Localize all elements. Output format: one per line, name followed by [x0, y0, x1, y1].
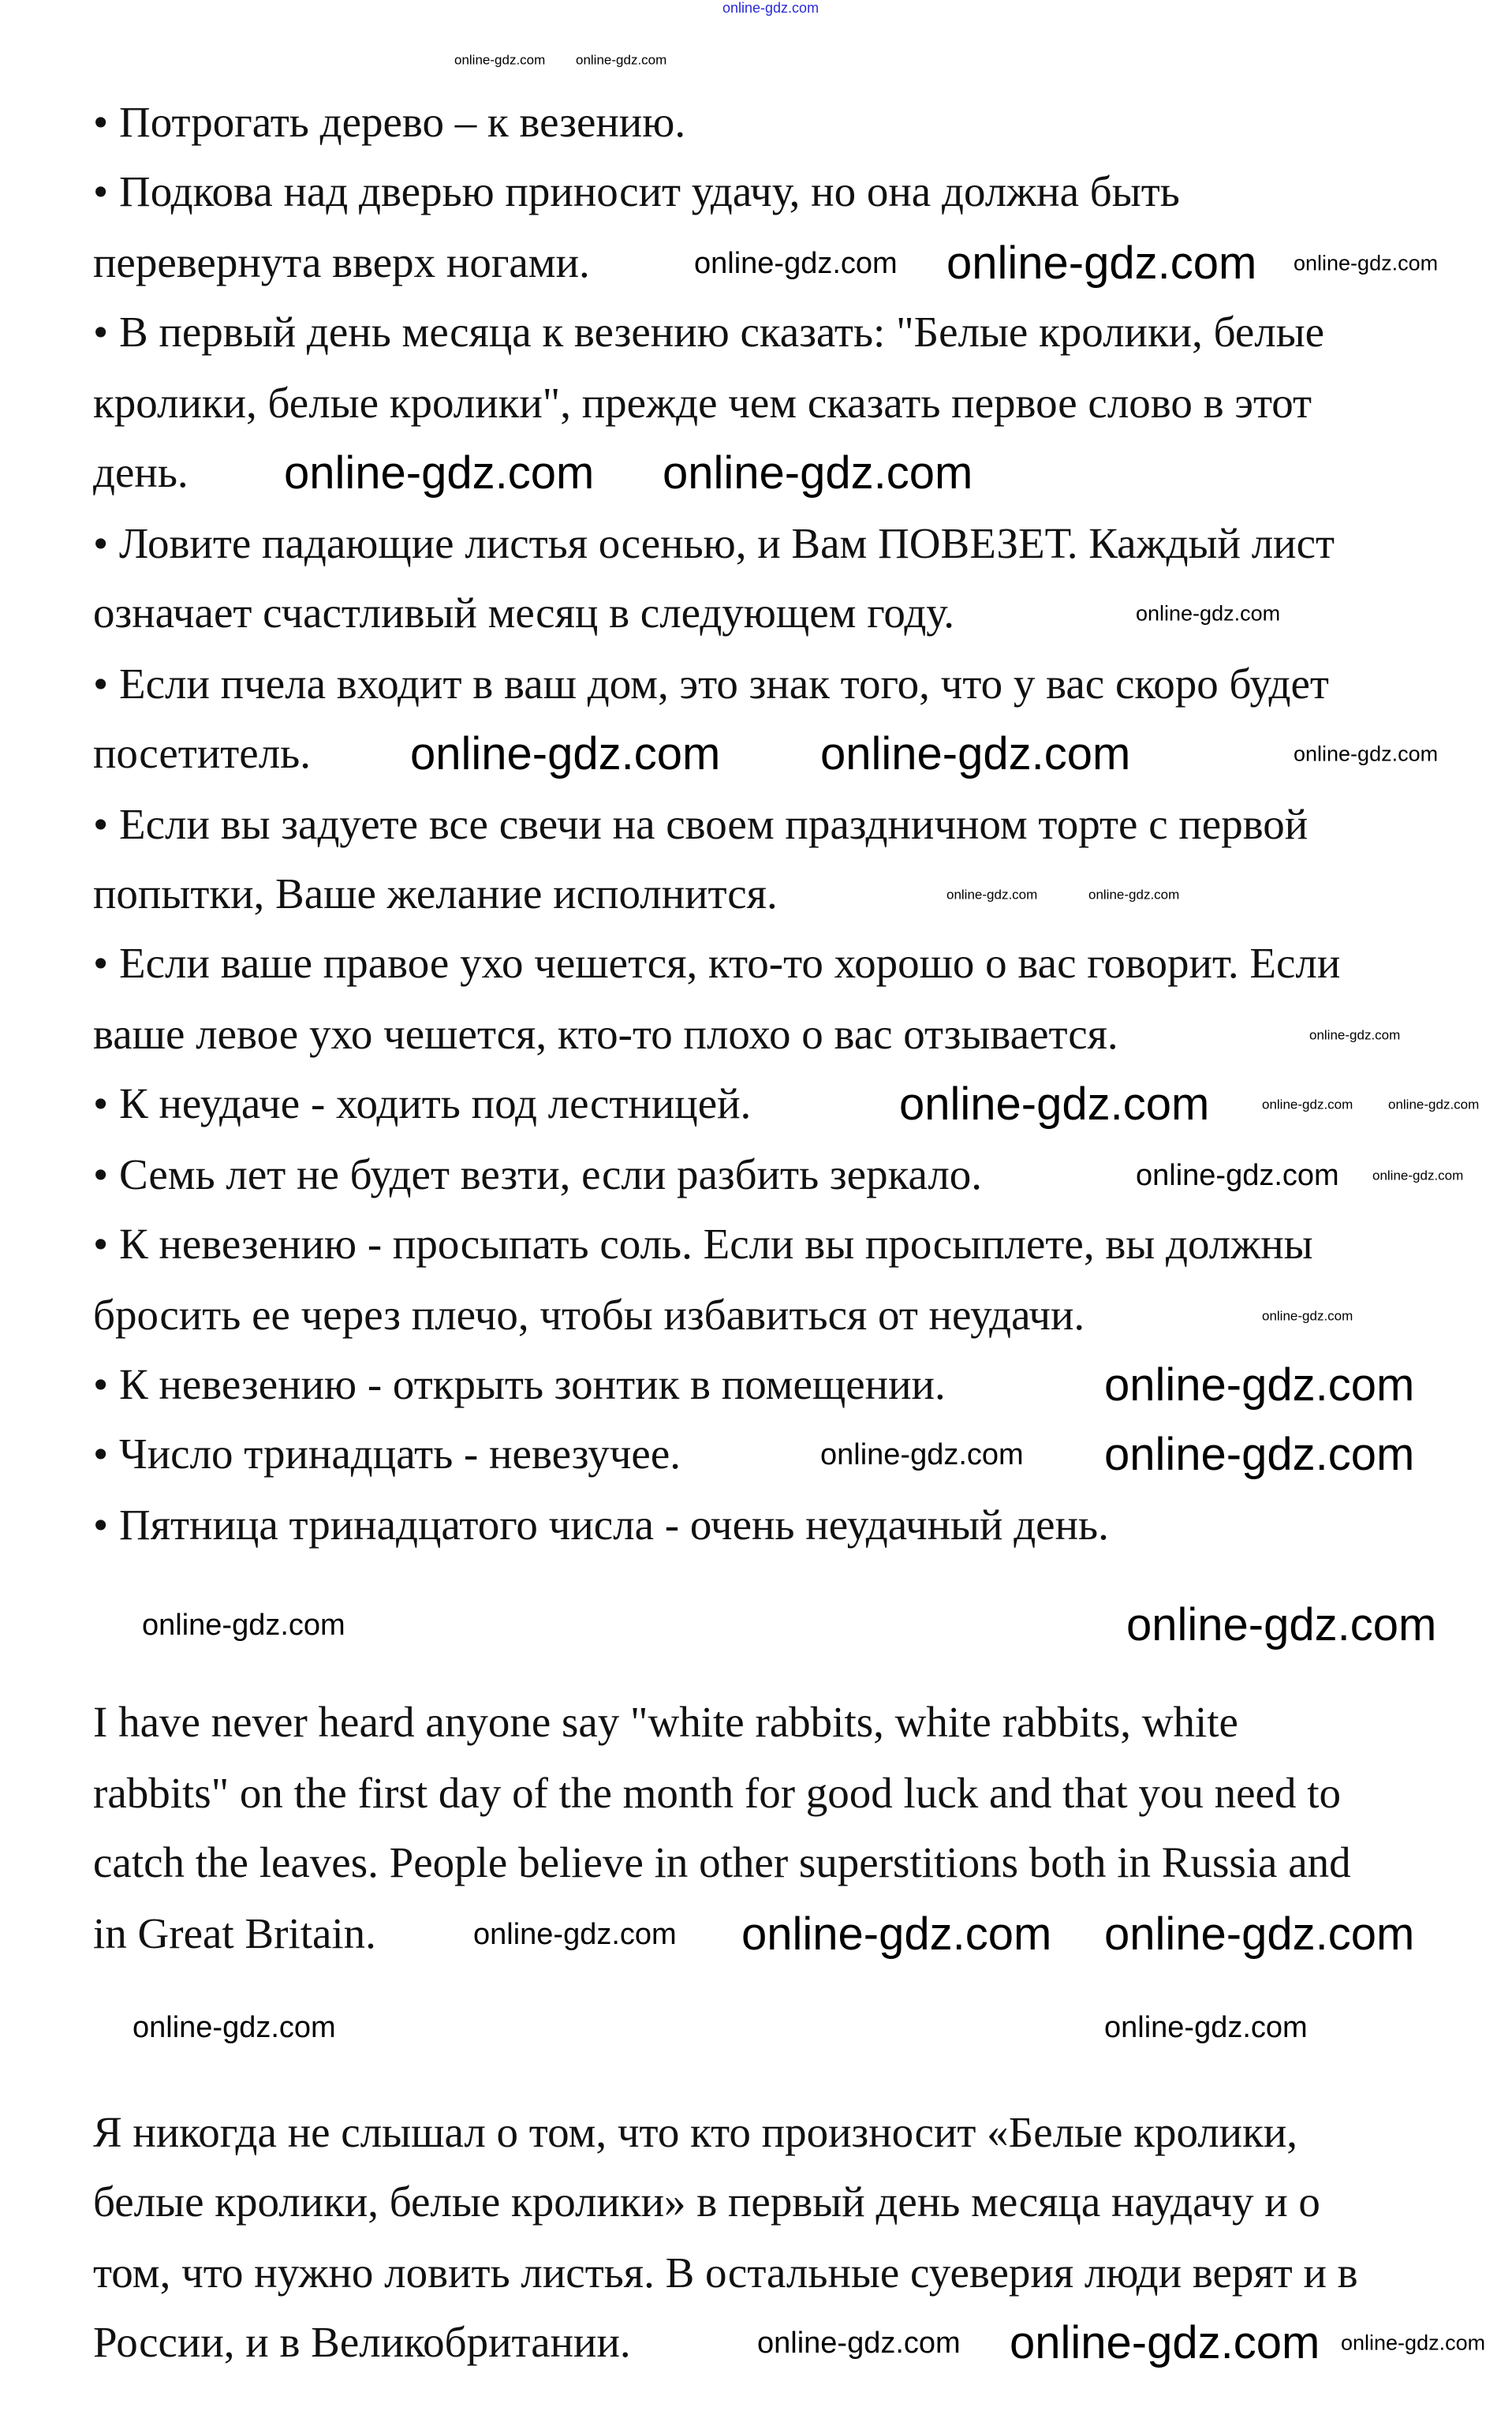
superstition-list-line: • К неудаче - ходить под лестницей.: [93, 1079, 752, 1127]
watermark: online-gdz.com: [142, 1609, 345, 1642]
watermark: online-gdz.com: [473, 1918, 677, 1951]
watermark: online-gdz.com: [1104, 1429, 1415, 1480]
watermark: online-gdz.com: [284, 447, 595, 499]
russian-paragraph-line: Я никогда не слышал о том, что кто произносит «Белые кролики,: [93, 2108, 1298, 2156]
watermark: online-gdz.com: [1309, 1027, 1401, 1043]
superstition-list-line: • Потрогать дерево – к везению.: [93, 98, 686, 146]
superstition-list-line: • Число тринадцать - невезучее.: [93, 1430, 681, 1478]
superstition-list-line: • Пятница тринадцатого числа - очень неудачный день.: [93, 1501, 1109, 1549]
watermark: online-gdz.com: [741, 1908, 1052, 1960]
superstition-list-line: ваше левое ухо чешется, кто-то плохо о вас отзывается.: [93, 1010, 1118, 1058]
superstition-list-line: • Если пчела входит в ваш дом, это знак того, что у вас скоро будет: [93, 660, 1329, 708]
watermark: online-gdz.com: [1104, 1359, 1415, 1411]
watermark: online-gdz.com: [946, 237, 1257, 289]
watermark: online-gdz.com: [1294, 742, 1439, 766]
english-paragraph-line: rabbits" on the first day of the month for good luck and that you need to: [93, 1769, 1341, 1817]
superstition-list-line: попытки, Ваше желание исполнится.: [93, 869, 778, 918]
watermark: online-gdz.com: [576, 52, 667, 68]
watermark: online-gdz.com: [899, 1078, 1210, 1130]
watermark: online-gdz.com: [1104, 1908, 1415, 1960]
superstition-list-line: кролики, белые кролики", прежде чем сказать первое слово в этот: [93, 379, 1312, 427]
russian-paragraph-line: России, и в Великобритании.: [93, 2318, 631, 2366]
watermark: online-gdz.com: [1294, 251, 1439, 275]
watermark: online-gdz.com: [1341, 2331, 1486, 2355]
superstition-list-line: означает счастливый месяц в следующем году.: [93, 589, 955, 637]
superstition-list-line: • Если вы задуете все свечи на своем праздничном торте с первой: [93, 800, 1309, 848]
watermark: online-gdz.com: [410, 728, 721, 779]
english-paragraph-line: I have never heard anyone say "white rabbits, white rabbits, white: [93, 1698, 1238, 1746]
superstition-list-line: • Подкова над дверью приносит удачу, но она должна быть: [93, 167, 1180, 215]
watermark: online-gdz.com: [1126, 1599, 1437, 1650]
superstition-list-line: • К невезению - открыть зонтик в помещении.: [93, 1360, 946, 1408]
watermark: online-gdz.com: [1088, 887, 1180, 903]
watermark: online-gdz.com: [1136, 1159, 1339, 1192]
english-paragraph-line: catch the leaves. People believe in other superstitions both in Russia and: [93, 1838, 1351, 1886]
watermark: online-gdz.com: [757, 2327, 961, 2360]
superstition-list-line: • Ловите падающие листья осенью, и Вам ПОВЕЗЕТ. Каждый лист: [93, 519, 1335, 567]
superstition-list-line: • В первый день месяца к везению сказать: "Белые кролики, белые: [93, 308, 1325, 356]
watermark: online-gdz.com: [133, 2011, 336, 2044]
watermark: online-gdz.com: [454, 52, 546, 68]
watermark: online-gdz.com: [722, 0, 819, 16]
watermark: online-gdz.com: [820, 1438, 1024, 1471]
russian-paragraph-line: том, что нужно ловить листья. В остальные суеверия люди верят и в: [93, 2248, 1358, 2297]
superstition-list-line: посетитель.: [93, 729, 311, 777]
watermark: online-gdz.com: [1136, 601, 1281, 626]
watermark: online-gdz.com: [663, 447, 973, 499]
watermark: online-gdz.com: [1372, 1168, 1464, 1183]
watermark: online-gdz.com: [1010, 2317, 1320, 2368]
superstition-list-line: • Если ваше правое ухо чешется, кто-то хорошо о вас говорит. Если: [93, 939, 1341, 987]
superstition-list-line: день.: [93, 448, 189, 496]
english-paragraph-line: in Great Britain.: [93, 1909, 376, 1957]
superstition-list-line: бросить ее через плечо, чтобы избавиться от неудачи.: [93, 1291, 1085, 1339]
watermark: online-gdz.com: [694, 247, 898, 280]
superstition-list-line: • К невезению - просыпать соль. Если вы просыплете, вы должны: [93, 1220, 1313, 1268]
watermark: online-gdz.com: [1104, 2011, 1308, 2044]
watermark: online-gdz.com: [1388, 1097, 1480, 1112]
watermark: online-gdz.com: [1262, 1308, 1353, 1324]
watermark: online-gdz.com: [946, 887, 1038, 903]
watermark: online-gdz.com: [820, 728, 1131, 779]
watermark: online-gdz.com: [1262, 1097, 1353, 1112]
russian-paragraph-line: белые кролики, белые кролики» в первый день месяца наудачу и о: [93, 2177, 1320, 2226]
superstition-list-line: • Семь лет не будет везти, если разбить зеркало.: [93, 1150, 983, 1198]
superstition-list-line: перевернута вверх ногами.: [93, 238, 590, 286]
